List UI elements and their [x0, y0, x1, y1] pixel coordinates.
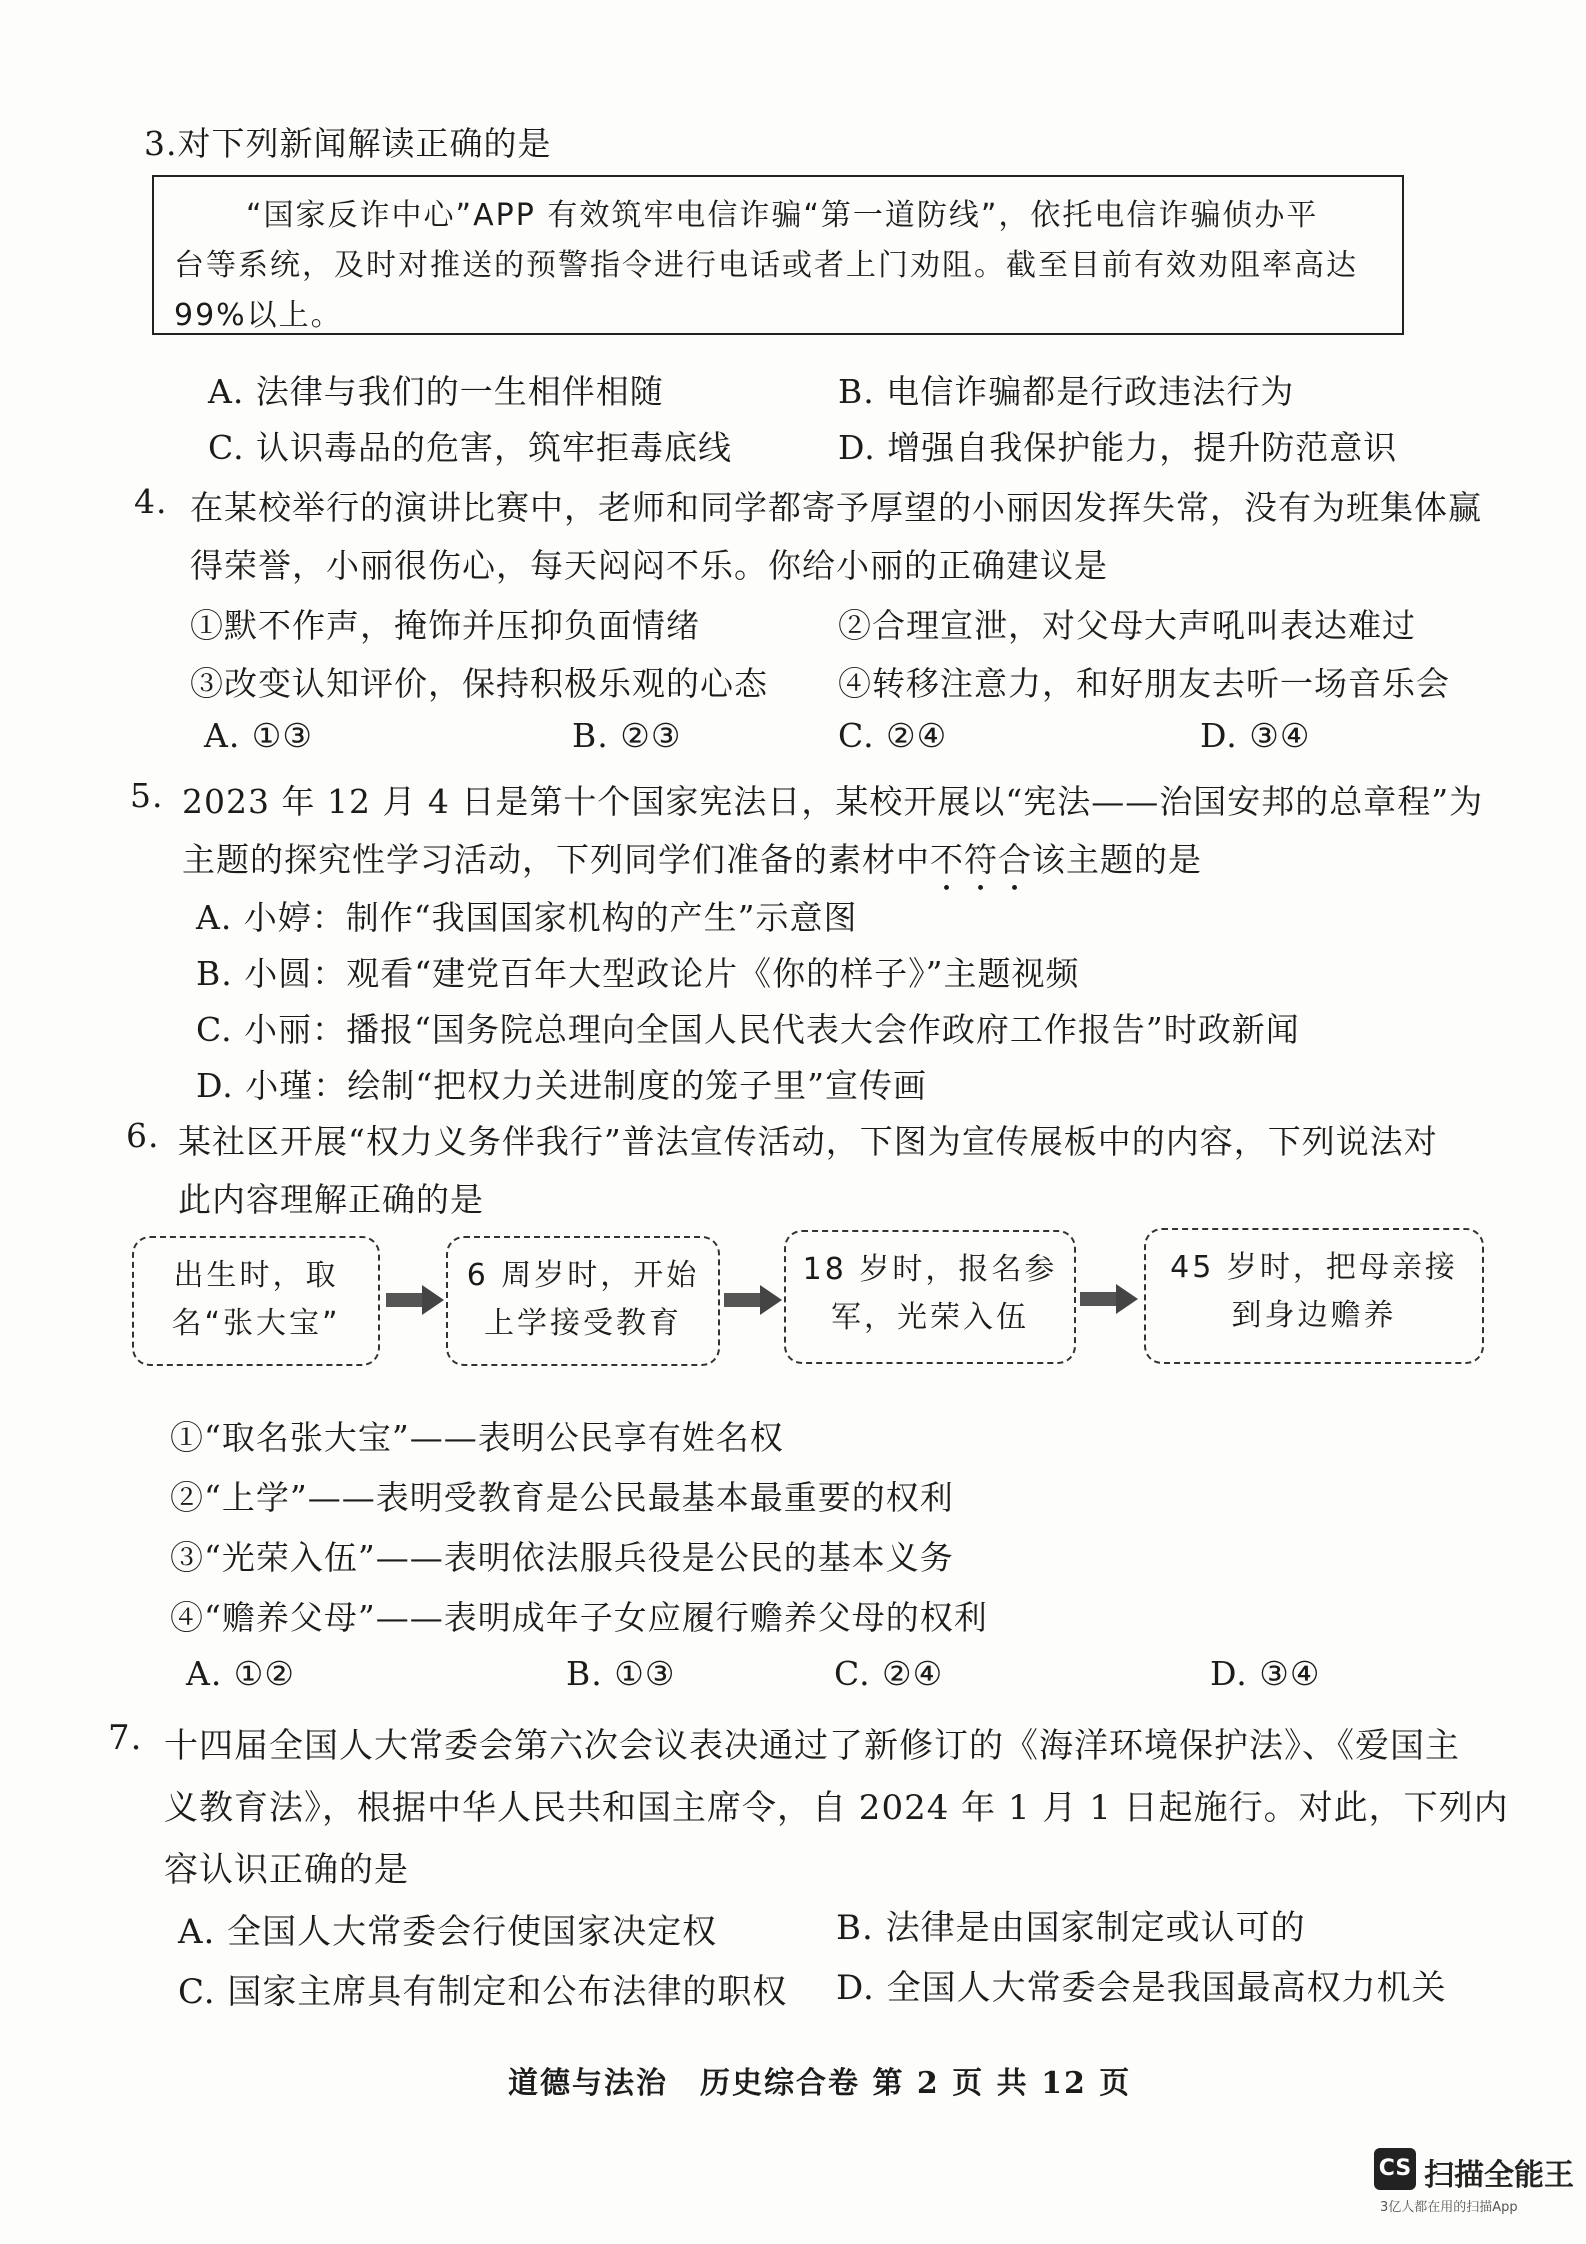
q7-stem-line: 容认识正确的是	[164, 1850, 409, 1890]
q7-option-b[interactable]: B. 法律是由国家制定或认可的	[836, 1908, 1306, 1948]
q5-number: 5.	[130, 776, 164, 815]
q6-statement: ①“取名张大宝”——表明公民享有姓名权	[170, 1418, 784, 1457]
flow-step-birth: 出生时，取 名“张大宝”	[132, 1236, 380, 1366]
q4-statement: ①默不作声，掩饰并压抑负面情绪	[190, 606, 700, 645]
q3-news-box	[152, 175, 1404, 335]
q4-option-c[interactable]: C. ②④	[838, 716, 948, 755]
flow-step-army: 18 岁时，报名参 军，光荣入伍	[784, 1230, 1076, 1364]
q6-option-c[interactable]: C. ②④	[834, 1654, 944, 1693]
q4-statement: ③改变认知评价，保持积极乐观的心态	[190, 664, 768, 703]
q4-option-d[interactable]: D. ③④	[1200, 716, 1311, 755]
page-footer: 道德与法治 历史综合卷 第 2 页 共 12 页	[508, 2066, 1132, 2101]
q5-option-a[interactable]: A. 小婷：制作“我国国家机构的产生”示意图	[196, 898, 858, 937]
q6-stem-line: 此内容理解正确的是	[178, 1180, 484, 1219]
cs-logo-icon: CS	[1374, 2148, 1416, 2190]
q7-option-c[interactable]: C. 国家主席具有制定和公布法律的职权	[178, 1972, 788, 2012]
arrow-right-icon	[724, 1283, 782, 1317]
emphasis-text: 不符合	[930, 840, 1032, 879]
q5-stem-line: 主题的探究性学习活动，下列同学们准备的素材中不符合该主题的是	[182, 840, 1202, 879]
q4-number: 4.	[134, 482, 168, 521]
q7-option-a[interactable]: A. 全国人大常委会行使国家决定权	[178, 1912, 718, 1952]
q4-option-b[interactable]: B. ②③	[572, 716, 682, 755]
q4-stem-line: 得荣誉，小丽很伤心，每天闷闷不乐。你给小丽的正确建议是	[190, 546, 1108, 585]
q3-stem: 3.对下列新闻解读正确的是	[144, 124, 552, 163]
q6-option-b[interactable]: B. ①③	[566, 1654, 676, 1693]
q6-stem-line: 某社区开展“权力义务伴我行”普法宣传活动，下图为宣传展板中的内容，下列说法对	[178, 1122, 1438, 1161]
q3-option-c[interactable]: C. 认识毒品的危害，筑牢拒毒底线	[208, 428, 733, 467]
q7-stem-line: 义教育法》，根据中华人民共和国主席令，自 2024 年 1 月 1 日起施行。对此，下列内	[164, 1788, 1509, 1828]
q6-statement: ②“上学”——表明受教育是公民最基本最重要的权利	[170, 1478, 954, 1517]
q6-statement: ③“光荣入伍”——表明依法服兵役是公民的基本义务	[170, 1538, 954, 1577]
q5-stem-line: 2023 年 12 月 4 日是第十个国家宪法日，某校开展以“宪法——治国安邦的总章程”为	[182, 782, 1484, 821]
q4-stem-line: 在某校举行的演讲比赛中，老师和同学都寄予厚望的小丽因发挥失常，没有为班集体赢	[190, 488, 1482, 527]
watermark-name: 扫描全能王	[1424, 2158, 1574, 2193]
q6-option-d[interactable]: D. ③④	[1210, 1654, 1321, 1693]
q6-statement: ④“赡养父母”——表明成年子女应履行赡养父母的权利	[170, 1598, 988, 1637]
watermark-tagline: 3亿人都在用的扫描App	[1380, 2200, 1518, 2215]
q3-option-d[interactable]: D. 增强自我保护能力，提升防范意识	[838, 428, 1398, 467]
q5-option-d[interactable]: D. 小瑾：绘制“把权力关进制度的笼子里”宣传画	[196, 1066, 928, 1105]
q3-news-line: 台等系统，及时对推送的预警指令进行电话或者上门劝阻。截至目前有效劝阻率高达	[174, 248, 1358, 283]
q3-option-a[interactable]: A. 法律与我们的一生相伴相随	[208, 372, 664, 411]
q5-option-b[interactable]: B. 小圆：观看“建党百年大型政论片《你的样子》”主题视频	[196, 954, 1080, 993]
q5-option-c[interactable]: C. 小丽：播报“国务院总理向全国人民代表大会作政府工作报告”时政新闻	[196, 1010, 1300, 1049]
arrow-right-icon	[386, 1283, 444, 1317]
scanner-watermark	[1374, 2148, 1574, 2218]
q7-number: 7.	[108, 1718, 143, 1758]
q6-number: 6.	[126, 1116, 160, 1155]
q3-option-b[interactable]: B. 电信诈骗都是行政违法行为	[838, 372, 1295, 411]
q3-news-line: 99%以上。	[174, 298, 343, 333]
arrow-right-icon	[1080, 1282, 1138, 1316]
q3-news-line: “国家反诈中心”APP 有效筑牢电信诈骗“第一道防线”，依托电信诈骗侦办平	[246, 198, 1319, 233]
q4-statement: ②合理宣泄，对父母大声吼叫表达难过	[838, 606, 1416, 645]
q4-option-a[interactable]: A. ①③	[204, 716, 313, 755]
q7-stem-line: 十四届全国人大常委会第六次会议表决通过了新修订的《海洋环境保护法》、《爱国主	[164, 1726, 1460, 1766]
q6-option-a[interactable]: A. ①②	[186, 1654, 295, 1693]
q4-statement: ④转移注意力，和好朋友去听一场音乐会	[838, 664, 1450, 703]
flow-step-school: 6 周岁时，开始 上学接受教育	[446, 1236, 720, 1366]
flow-step-support-mother: 45 岁时，把母亲接 到身边赡养	[1144, 1228, 1484, 1364]
q7-option-d[interactable]: D. 全国人大常委会是我国最高权力机关	[836, 1968, 1447, 2008]
